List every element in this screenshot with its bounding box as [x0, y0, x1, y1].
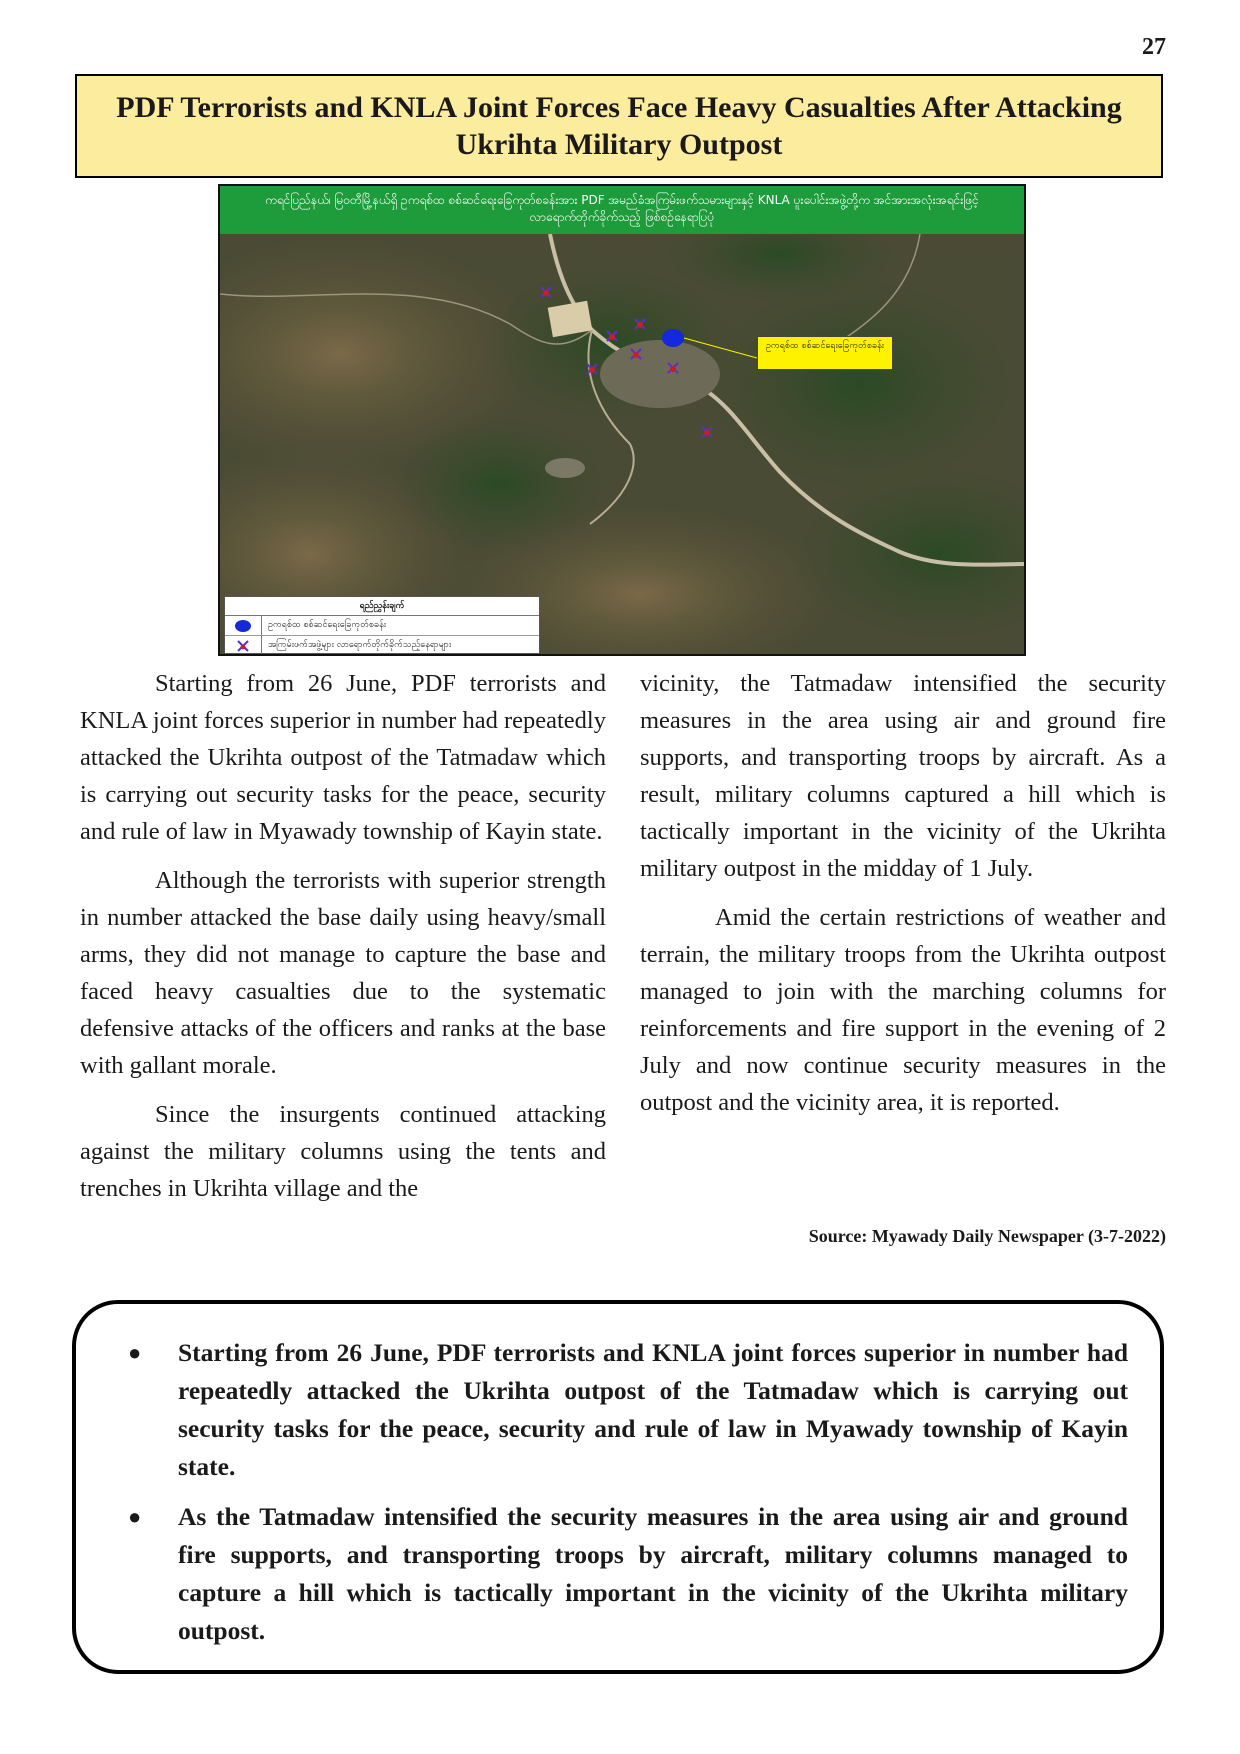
summary-text: Starting from 26 June, PDF terrorists and KNLA joint forces superior in number had repeatedly attacked the Ukrihta outpost of the Tatmadaw which is carrying out security tasks for the peace, security and rule of law in Myawady township of Kayin state.	[178, 1338, 1128, 1481]
article-paragraph: Starting from 26 June, PDF terrorists and KNLA joint forces superior in number had repeatedly attacked the Ukrihta outpost of the Tatmadaw which is carrying out security tasks for the peace, security and rule of law in Myawady township of Kayin state.	[80, 670, 606, 845]
article-paragraph: Amid the certain restrictions of weather and terrain, the military troops from the Ukrihta outpost managed to join with the marching columns for reinforcements and fire support in the evening of 2 July and now continue security measures in the outpost and the vicinity area, it is reported.	[640, 904, 1166, 1116]
article-paragraph: Since the insurgents continued attacking against the military columns using the tents and trenches in Ukrihta village and the	[80, 1101, 606, 1202]
satellite-map	[220, 234, 1024, 654]
village-area	[545, 458, 585, 478]
forest-patch	[700, 274, 1020, 494]
article-paragraph-continued: vicinity, the Tatmadaw intensified the security measures in the area using air and ground fire supports, and transporting troops by aircraft. As a result, military columns captured a hill which is tactically important in the vicinity of the Ukrihta military outpost in the midday of 1 July.	[640, 670, 1166, 882]
article-title-box	[75, 74, 1163, 178]
blue-dot-icon	[235, 620, 251, 632]
bullet-icon: ●	[128, 1340, 142, 1365]
cross-marker-icon	[236, 639, 250, 653]
article-column-right	[640, 665, 1166, 1133]
bullet-icon: ●	[128, 1504, 142, 1529]
summary-item	[106, 1498, 1128, 1650]
map-figure	[218, 184, 1026, 656]
legend-title: ရည်ညွှန်းချက်	[225, 597, 539, 616]
forest-patch	[390, 414, 610, 554]
village-area	[600, 340, 720, 408]
page-number: 27	[1142, 34, 1166, 60]
summary-list	[106, 1334, 1128, 1650]
outpost-callout: ဥကရစ်ထ စစ်ဆင်ရေးခြေကုတ်စခန်း	[757, 336, 893, 370]
article-column-left	[80, 665, 606, 1219]
summary-text: As the Tatmadaw intensified the security measures in the area using air and ground fire supports, and transporting troops by aircraft, military columns managed to capture a hill which is tactically important in the vicinity of the Ukrihta military outpost.	[178, 1502, 1128, 1645]
legend-row-outpost	[225, 616, 539, 636]
legend-label-outpost: ဥကရစ်ထ စစ်ဆင်ရေးခြေကုတ်စခန်း	[268, 620, 387, 630]
source-credit: Source: Myawady Daily Newspaper (3-7-2022)	[808, 1226, 1166, 1246]
legend-label-attack: အကြမ်းဖက်အဖွဲ့များ လာရောက်တိုက်ခိုက်သည့်နေရာများ	[268, 640, 452, 650]
summary-item	[106, 1334, 1128, 1486]
summary-box	[72, 1300, 1164, 1674]
legend-row-attack	[225, 636, 539, 655]
map-legend	[224, 596, 540, 654]
article-paragraph: Although the terrorists with superior strength in number attacked the base daily using heavy/small arms, they did not manage to capture the base and faced heavy casualties due to the systematic defensive attacks of the officers and ranks at the base with gallant morale.	[80, 867, 606, 1079]
article-title: PDF Terrorists and KNLA Joint Forces Face Heavy Casualties After Attacking Ukrihta Military Outpost	[116, 91, 1122, 161]
outpost-marker	[662, 329, 684, 347]
map-caption-header: ကရင်ပြည်နယ်၊ မြဝတီမြို့နယ်ရှိ ဥကရစ်ထ စစ်ဆင်ရေးခြေကုတ်စခန်းအား PDF အမည်ခံအကြမ်းဖက်သမားများနှင့် KNLA ပူးပေါင်းအဖွဲ့တို့က အင်အားအလုံးအရင်းဖြင့် လာရောက်တိုက်ခိုက်သည့် ဖြစ်စဉ်နေရာပြပုံ	[220, 186, 1024, 234]
